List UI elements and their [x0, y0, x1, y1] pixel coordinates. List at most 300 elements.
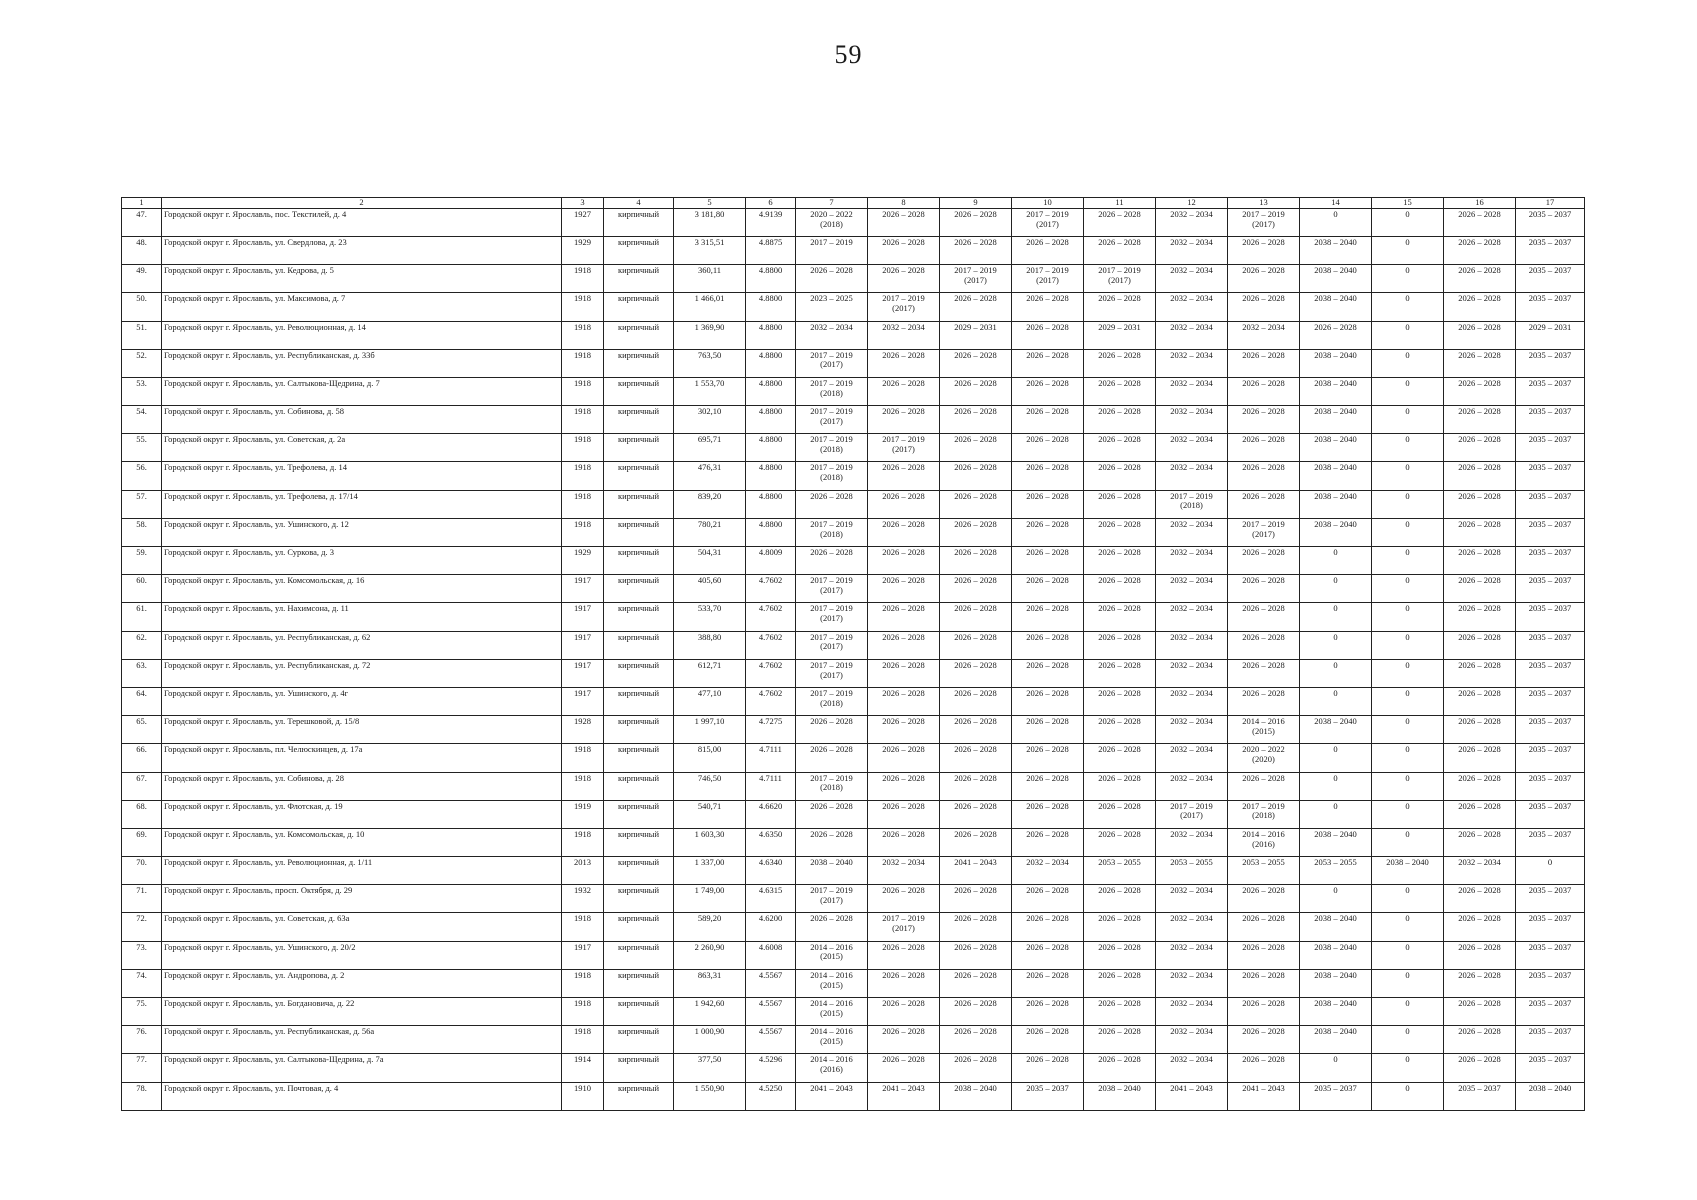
- table-cell: 2026 – 2028: [1228, 772, 1300, 800]
- table-cell: 0: [1372, 687, 1444, 715]
- table-cell: 2026 – 2028: [1084, 575, 1156, 603]
- table-cell: 2026 – 2028: [868, 828, 940, 856]
- table-cell: 4.6620: [746, 800, 796, 828]
- table-cell: 2026 – 2028: [1228, 434, 1300, 462]
- table-cell: 4.8800: [746, 518, 796, 546]
- table-cell: 2026 – 2028: [1444, 377, 1516, 405]
- table-cell: 533,70: [674, 603, 746, 631]
- table-cell: 2017 – 2019 (2017): [1012, 265, 1084, 293]
- table-cell: 1919: [562, 800, 604, 828]
- table-cell: 2035 – 2037: [1516, 349, 1585, 377]
- column-number-header: 1: [122, 198, 162, 209]
- table-cell: 2029 – 2031: [1084, 321, 1156, 349]
- table-cell: 2026 – 2028: [1228, 885, 1300, 913]
- table-cell: 2026 – 2028: [868, 687, 940, 715]
- table-cell: 0: [1372, 716, 1444, 744]
- table-cell: 2026 – 2028: [1012, 377, 1084, 405]
- table-cell: 4.7602: [746, 603, 796, 631]
- table-cell: 4.8800: [746, 321, 796, 349]
- table-cell: 2017 – 2019 (2018): [796, 377, 868, 405]
- table-cell: 477,10: [674, 687, 746, 715]
- table-cell: 2014 – 2016 (2015): [796, 1026, 868, 1054]
- table-cell: 815,00: [674, 744, 746, 772]
- table-cell: 1917: [562, 659, 604, 687]
- table-cell: 2032 – 2034: [1156, 265, 1228, 293]
- table-cell: 1918: [562, 998, 604, 1026]
- table-cell: 2026 – 2028: [1228, 941, 1300, 969]
- column-number-header: 10: [1012, 198, 1084, 209]
- row-number-cell: 75.: [122, 998, 162, 1026]
- address-cell: Городской округ г. Ярославль, ул. Свердлова, д. 23: [162, 236, 562, 264]
- table-cell: 4.7602: [746, 575, 796, 603]
- column-number-header: 12: [1156, 198, 1228, 209]
- table-cell: 0: [1372, 547, 1444, 575]
- table-cell: 0: [1300, 687, 1372, 715]
- table-cell: 0: [1372, 490, 1444, 518]
- table-cell: 2026 – 2028: [1012, 321, 1084, 349]
- table-cell: 2017 – 2019 (2017): [796, 885, 868, 913]
- table-cell: 2026 – 2028: [1012, 913, 1084, 941]
- table-cell: 2038 – 2040: [1300, 716, 1372, 744]
- table-cell: 2026 – 2028: [868, 236, 940, 264]
- table-cell: 1918: [562, 293, 604, 321]
- row-number-cell: 70.: [122, 857, 162, 885]
- table-cell: 2035 – 2037: [1516, 547, 1585, 575]
- table-cell: 2026 – 2028: [1084, 490, 1156, 518]
- column-number-header: 3: [562, 198, 604, 209]
- table-cell: 2032 – 2034: [1156, 941, 1228, 969]
- table-cell: 2035 – 2037: [1516, 772, 1585, 800]
- table-cell: 1 550,90: [674, 1082, 746, 1110]
- table-cell: 2035 – 2037: [1516, 265, 1585, 293]
- table-cell: 2026 – 2028: [940, 659, 1012, 687]
- table-cell: 2017 – 2019 (2017): [1084, 265, 1156, 293]
- table-cell: 2038 – 2040: [1300, 998, 1372, 1026]
- table-cell: 1918: [562, 462, 604, 490]
- table-cell: 2038 – 2040: [1300, 265, 1372, 293]
- table-cell: 0: [1372, 941, 1444, 969]
- table-cell: 2017 – 2019 (2017): [1012, 208, 1084, 236]
- table-body: [122, 208, 1585, 1110]
- table-cell: 0: [1372, 885, 1444, 913]
- table-cell: 2026 – 2028: [940, 377, 1012, 405]
- table-cell: 1917: [562, 687, 604, 715]
- address-cell: Городской округ г. Ярославль, ул. Комсомольская, д. 16: [162, 575, 562, 603]
- column-number-row: [122, 198, 1585, 209]
- table-cell: 4.8800: [746, 434, 796, 462]
- address-cell: Городской округ г. Ярославль, ул. Богдановича, д. 22: [162, 998, 562, 1026]
- table-cell: 4.6008: [746, 941, 796, 969]
- table-cell: 2014 – 2016 (2015): [796, 998, 868, 1026]
- table-cell: 2035 – 2037: [1516, 998, 1585, 1026]
- address-cell: Городской округ г. Ярославль, ул. Республиканская, д. 72: [162, 659, 562, 687]
- table-cell: 2038 – 2040: [1300, 828, 1372, 856]
- table-cell: 2035 – 2037: [1516, 377, 1585, 405]
- column-number-header: 16: [1444, 198, 1516, 209]
- table-cell: 2038 – 2040: [1300, 377, 1372, 405]
- address-cell: Городской округ г. Ярославль, ул. Собинова, д. 28: [162, 772, 562, 800]
- table-cell: 2038 – 2040: [1372, 857, 1444, 885]
- table-cell: 2026 – 2028: [868, 716, 940, 744]
- table-cell: кирпичный: [604, 885, 674, 913]
- table-cell: 1918: [562, 377, 604, 405]
- table-cell: 1914: [562, 1054, 604, 1082]
- table-cell: 1 749,00: [674, 885, 746, 913]
- table-cell: 4.9139: [746, 208, 796, 236]
- table-cell: 2026 – 2028: [1228, 603, 1300, 631]
- table-cell: 2026 – 2028: [1084, 631, 1156, 659]
- table-cell: 2026 – 2028: [1228, 547, 1300, 575]
- table-cell: 1918: [562, 744, 604, 772]
- table-cell: 2038 – 2040: [1300, 1026, 1372, 1054]
- table-cell: 2032 – 2034: [1156, 1026, 1228, 1054]
- table-cell: 2035 – 2037: [1516, 828, 1585, 856]
- table-cell: 0: [1372, 518, 1444, 546]
- table-cell: 1 466,01: [674, 293, 746, 321]
- table-cell: 695,71: [674, 434, 746, 462]
- table-cell: кирпичный: [604, 265, 674, 293]
- table-cell: 2035 – 2037: [1300, 1082, 1372, 1110]
- table-cell: 360,11: [674, 265, 746, 293]
- table-cell: 2026 – 2028: [1012, 293, 1084, 321]
- table-cell: 2038 – 2040: [796, 857, 868, 885]
- table-cell: 1918: [562, 434, 604, 462]
- table-row: [122, 547, 1585, 575]
- table-cell: 2026 – 2028: [1084, 772, 1156, 800]
- table-row: [122, 575, 1585, 603]
- table-row: [122, 462, 1585, 490]
- table-cell: 2026 – 2028: [1444, 321, 1516, 349]
- table-cell: 0: [1372, 603, 1444, 631]
- table-cell: 746,50: [674, 772, 746, 800]
- table-cell: кирпичный: [604, 575, 674, 603]
- table-cell: 2017 – 2019 (2017): [1156, 800, 1228, 828]
- table-cell: 2026 – 2028: [796, 490, 868, 518]
- table-cell: 2017 – 2019 (2017): [1228, 208, 1300, 236]
- table-cell: 2026 – 2028: [1012, 744, 1084, 772]
- table-cell: кирпичный: [604, 998, 674, 1026]
- table-cell: 2026 – 2028: [1444, 518, 1516, 546]
- table-cell: 2032 – 2034: [1156, 913, 1228, 941]
- table-cell: 2014 – 2016 (2015): [796, 969, 868, 997]
- address-cell: Городской округ г. Ярославль, ул. Ушинского, д. 12: [162, 518, 562, 546]
- table-cell: 2026 – 2028: [1084, 236, 1156, 264]
- table-cell: 2026 – 2028: [796, 265, 868, 293]
- row-number-cell: 77.: [122, 1054, 162, 1082]
- address-cell: Городской округ г. Ярославль, ул. Флотская, д. 19: [162, 800, 562, 828]
- table-cell: 3 181,80: [674, 208, 746, 236]
- table-cell: 4.5567: [746, 998, 796, 1026]
- table-cell: 4.6200: [746, 913, 796, 941]
- table-cell: 2026 – 2028: [1084, 687, 1156, 715]
- table-cell: 2026 – 2028: [868, 800, 940, 828]
- table-cell: 0: [1372, 349, 1444, 377]
- table-cell: 2026 – 2028: [940, 716, 1012, 744]
- address-cell: Городской округ г. Ярославль, ул. Ушинского, д. 4г: [162, 687, 562, 715]
- table-cell: 2017 – 2019 (2017): [796, 575, 868, 603]
- table-cell: 2032 – 2034: [1228, 321, 1300, 349]
- table-cell: 0: [1300, 631, 1372, 659]
- table-cell: 1929: [562, 547, 604, 575]
- table-cell: кирпичный: [604, 321, 674, 349]
- column-number-header: 9: [940, 198, 1012, 209]
- table-cell: 2038 – 2040: [1300, 293, 1372, 321]
- table-cell: 2035 – 2037: [1516, 1026, 1585, 1054]
- table-cell: 2026 – 2028: [940, 1026, 1012, 1054]
- table-cell: 2038 – 2040: [1300, 434, 1372, 462]
- table-cell: 2026 – 2028: [1084, 603, 1156, 631]
- table-row: [122, 603, 1585, 631]
- table-cell: 2038 – 2040: [1300, 406, 1372, 434]
- table-cell: 2026 – 2028: [1228, 659, 1300, 687]
- table-cell: 2026 – 2028: [868, 659, 940, 687]
- table-cell: 2026 – 2028: [1012, 490, 1084, 518]
- table-cell: 2014 – 2016 (2015): [1228, 716, 1300, 744]
- table-cell: 302,10: [674, 406, 746, 434]
- table-cell: 2038 – 2040: [940, 1082, 1012, 1110]
- table-cell: 2017 – 2019 (2017): [1228, 518, 1300, 546]
- table-cell: 4.8800: [746, 462, 796, 490]
- table-cell: кирпичный: [604, 462, 674, 490]
- table-cell: кирпичный: [604, 687, 674, 715]
- table-cell: 2035 – 2037: [1516, 800, 1585, 828]
- table-cell: 0: [1372, 434, 1444, 462]
- table-cell: 2026 – 2028: [1444, 603, 1516, 631]
- table-cell: 0: [1300, 800, 1372, 828]
- table-cell: 2026 – 2028: [1444, 772, 1516, 800]
- row-number-cell: 59.: [122, 547, 162, 575]
- table-cell: 2026 – 2028: [1012, 828, 1084, 856]
- table-cell: 1918: [562, 321, 604, 349]
- table-cell: 612,71: [674, 659, 746, 687]
- row-number-cell: 73.: [122, 941, 162, 969]
- table-cell: 2026 – 2028: [868, 490, 940, 518]
- table-cell: 2032 – 2034: [1156, 293, 1228, 321]
- table-cell: 2032 – 2034: [1156, 716, 1228, 744]
- table-cell: 2026 – 2028: [1228, 293, 1300, 321]
- row-number-cell: 50.: [122, 293, 162, 321]
- table-cell: 2014 – 2016 (2016): [796, 1054, 868, 1082]
- table-row: [122, 490, 1585, 518]
- table-cell: 0: [1372, 321, 1444, 349]
- table-cell: 2032 – 2034: [1156, 969, 1228, 997]
- table-cell: 2026 – 2028: [796, 716, 868, 744]
- row-number-cell: 61.: [122, 603, 162, 631]
- table-cell: 0: [1372, 800, 1444, 828]
- table-cell: 2026 – 2028: [868, 631, 940, 659]
- table-cell: 2032 – 2034: [1156, 406, 1228, 434]
- table-cell: 2017 – 2019 (2017): [868, 913, 940, 941]
- table-cell: 2026 – 2028: [1084, 941, 1156, 969]
- table-cell: 2026 – 2028: [1012, 1054, 1084, 1082]
- table-row: [122, 293, 1585, 321]
- table-row: [122, 349, 1585, 377]
- table-cell: 1910: [562, 1082, 604, 1110]
- table-cell: 2026 – 2028: [1012, 969, 1084, 997]
- table-cell: 2026 – 2028: [1228, 969, 1300, 997]
- table-cell: 0: [1372, 1054, 1444, 1082]
- table-cell: 0: [1372, 828, 1444, 856]
- address-cell: Городской округ г. Ярославль, пос. Текстилей, д. 4: [162, 208, 562, 236]
- row-number-cell: 65.: [122, 716, 162, 744]
- address-cell: Городской округ г. Ярославль, ул. Комсомольская, д. 10: [162, 828, 562, 856]
- row-number-cell: 76.: [122, 1026, 162, 1054]
- table-cell: 2026 – 2028: [796, 547, 868, 575]
- table-cell: 2026 – 2028: [940, 913, 1012, 941]
- table-cell: 2026 – 2028: [868, 575, 940, 603]
- table-cell: 2026 – 2028: [796, 828, 868, 856]
- table-cell: 2026 – 2028: [1012, 941, 1084, 969]
- row-number-cell: 48.: [122, 236, 162, 264]
- table-cell: 2026 – 2028: [1012, 406, 1084, 434]
- table-cell: 2026 – 2028: [940, 293, 1012, 321]
- table-cell: 2035 – 2037: [1516, 885, 1585, 913]
- table-cell: 2026 – 2028: [1444, 490, 1516, 518]
- table-cell: 2026 – 2028: [1084, 1026, 1156, 1054]
- table-cell: 0: [1300, 603, 1372, 631]
- table-cell: 2026 – 2028: [940, 349, 1012, 377]
- table-cell: 2035 – 2037: [1516, 406, 1585, 434]
- table-cell: 2026 – 2028: [868, 208, 940, 236]
- table-row: [122, 631, 1585, 659]
- table-row: [122, 265, 1585, 293]
- table-cell: 2026 – 2028: [1444, 1026, 1516, 1054]
- table-cell: 0: [1300, 885, 1372, 913]
- address-cell: Городской округ г. Ярославль, ул. Максимова, д. 7: [162, 293, 562, 321]
- table-cell: 4.5296: [746, 1054, 796, 1082]
- table-cell: 2032 – 2034: [1156, 603, 1228, 631]
- table-cell: 2026 – 2028: [940, 603, 1012, 631]
- table-cell: 377,50: [674, 1054, 746, 1082]
- table-cell: 2026 – 2028: [940, 969, 1012, 997]
- table-cell: 1 553,70: [674, 377, 746, 405]
- table-cell: 2026 – 2028: [1012, 462, 1084, 490]
- table-cell: 2017 – 2019: [796, 236, 868, 264]
- table-cell: 2041 – 2043: [868, 1082, 940, 1110]
- table-cell: 2026 – 2028: [1084, 913, 1156, 941]
- table-cell: 2026 – 2028: [1444, 434, 1516, 462]
- table-cell: кирпичный: [604, 434, 674, 462]
- table-cell: 1918: [562, 406, 604, 434]
- table-cell: 0: [1372, 208, 1444, 236]
- table-cell: 2026 – 2028: [940, 547, 1012, 575]
- table-cell: 2032 – 2034: [1156, 998, 1228, 1026]
- table-cell: 4.6315: [746, 885, 796, 913]
- table-cell: 2017 – 2019 (2018): [796, 518, 868, 546]
- table-cell: 2026 – 2028: [1012, 631, 1084, 659]
- table-cell: 2035 – 2037: [1516, 969, 1585, 997]
- table-cell: кирпичный: [604, 772, 674, 800]
- table-row: [122, 687, 1585, 715]
- table-cell: 4.8800: [746, 406, 796, 434]
- table-cell: 2026 – 2028: [1228, 1054, 1300, 1082]
- table-row: [122, 913, 1585, 941]
- row-number-cell: 60.: [122, 575, 162, 603]
- table-cell: 839,20: [674, 490, 746, 518]
- table-cell: 2026 – 2028: [1084, 998, 1156, 1026]
- table-cell: 2026 – 2028: [1444, 575, 1516, 603]
- table-cell: 2026 – 2028: [1012, 236, 1084, 264]
- table-cell: 2026 – 2028: [1444, 969, 1516, 997]
- table-cell: 2035 – 2037: [1516, 490, 1585, 518]
- address-cell: Городской округ г. Ярославль, ул. Советская, д. 63а: [162, 913, 562, 941]
- table-cell: 2053 – 2055: [1084, 857, 1156, 885]
- table-cell: 0: [1300, 772, 1372, 800]
- table-cell: 2026 – 2028: [868, 349, 940, 377]
- table-cell: 2026 – 2028: [1228, 913, 1300, 941]
- table-cell: 0: [1372, 236, 1444, 264]
- table-cell: 2035 – 2037: [1516, 687, 1585, 715]
- table-cell: 1918: [562, 913, 604, 941]
- table-row: [122, 321, 1585, 349]
- address-cell: Городской округ г. Ярославль, просп. Октября, д. 29: [162, 885, 562, 913]
- table-cell: 2026 – 2028: [1444, 885, 1516, 913]
- table-cell: 0: [1372, 998, 1444, 1026]
- table-cell: 2017 – 2019 (2018): [796, 772, 868, 800]
- table-cell: 2035 – 2037: [1516, 236, 1585, 264]
- table-cell: 2026 – 2028: [1228, 349, 1300, 377]
- table-row: [122, 800, 1585, 828]
- table-cell: кирпичный: [604, 857, 674, 885]
- table-cell: 2026 – 2028: [1228, 377, 1300, 405]
- table-cell: 2035 – 2037: [1516, 575, 1585, 603]
- table-row: [122, 998, 1585, 1026]
- table-cell: 2026 – 2028: [1300, 321, 1372, 349]
- row-number-cell: 47.: [122, 208, 162, 236]
- table-cell: кирпичный: [604, 208, 674, 236]
- table-cell: 2053 – 2055: [1228, 857, 1300, 885]
- table-cell: 2026 – 2028: [940, 631, 1012, 659]
- table-cell: 2026 – 2028: [940, 772, 1012, 800]
- table-cell: 0: [1372, 913, 1444, 941]
- table-cell: 1918: [562, 490, 604, 518]
- table-cell: 2017 – 2019 (2018): [796, 434, 868, 462]
- table-cell: 4.8800: [746, 293, 796, 321]
- table-row: [122, 969, 1585, 997]
- table-cell: 1917: [562, 631, 604, 659]
- table-cell: 2026 – 2028: [868, 941, 940, 969]
- table-cell: 2026 – 2028: [1444, 208, 1516, 236]
- table-cell: 2026 – 2028: [940, 406, 1012, 434]
- table-cell: 2032 – 2034: [1156, 462, 1228, 490]
- table-cell: 2026 – 2028: [1012, 772, 1084, 800]
- table-cell: 504,31: [674, 547, 746, 575]
- table-cell: 0: [1300, 208, 1372, 236]
- table-cell: 1917: [562, 603, 604, 631]
- table-cell: 2026 – 2028: [1444, 913, 1516, 941]
- table-row: [122, 208, 1585, 236]
- table-cell: 2017 – 2019 (2017): [868, 293, 940, 321]
- table-cell: 2032 – 2034: [1156, 659, 1228, 687]
- table-cell: 2038 – 2040: [1300, 349, 1372, 377]
- table-cell: кирпичный: [604, 547, 674, 575]
- table-cell: 1 603,30: [674, 828, 746, 856]
- table-cell: 4.8800: [746, 377, 796, 405]
- row-number-cell: 58.: [122, 518, 162, 546]
- address-cell: Городской округ г. Ярославль, ул. Салтыкова-Щедрина, д. 7: [162, 377, 562, 405]
- row-number-cell: 74.: [122, 969, 162, 997]
- table-cell: кирпичный: [604, 349, 674, 377]
- table-cell: 2026 – 2028: [1012, 659, 1084, 687]
- table-row: [122, 828, 1585, 856]
- table-cell: 2035 – 2037: [1516, 208, 1585, 236]
- table-cell: 2026 – 2028: [868, 1026, 940, 1054]
- address-cell: Городской округ г. Ярославль, ул. Кедрова, д. 5: [162, 265, 562, 293]
- table-row: [122, 518, 1585, 546]
- table-cell: 2017 – 2019 (2017): [796, 406, 868, 434]
- table-cell: 1918: [562, 969, 604, 997]
- table-cell: 2026 – 2028: [1012, 1026, 1084, 1054]
